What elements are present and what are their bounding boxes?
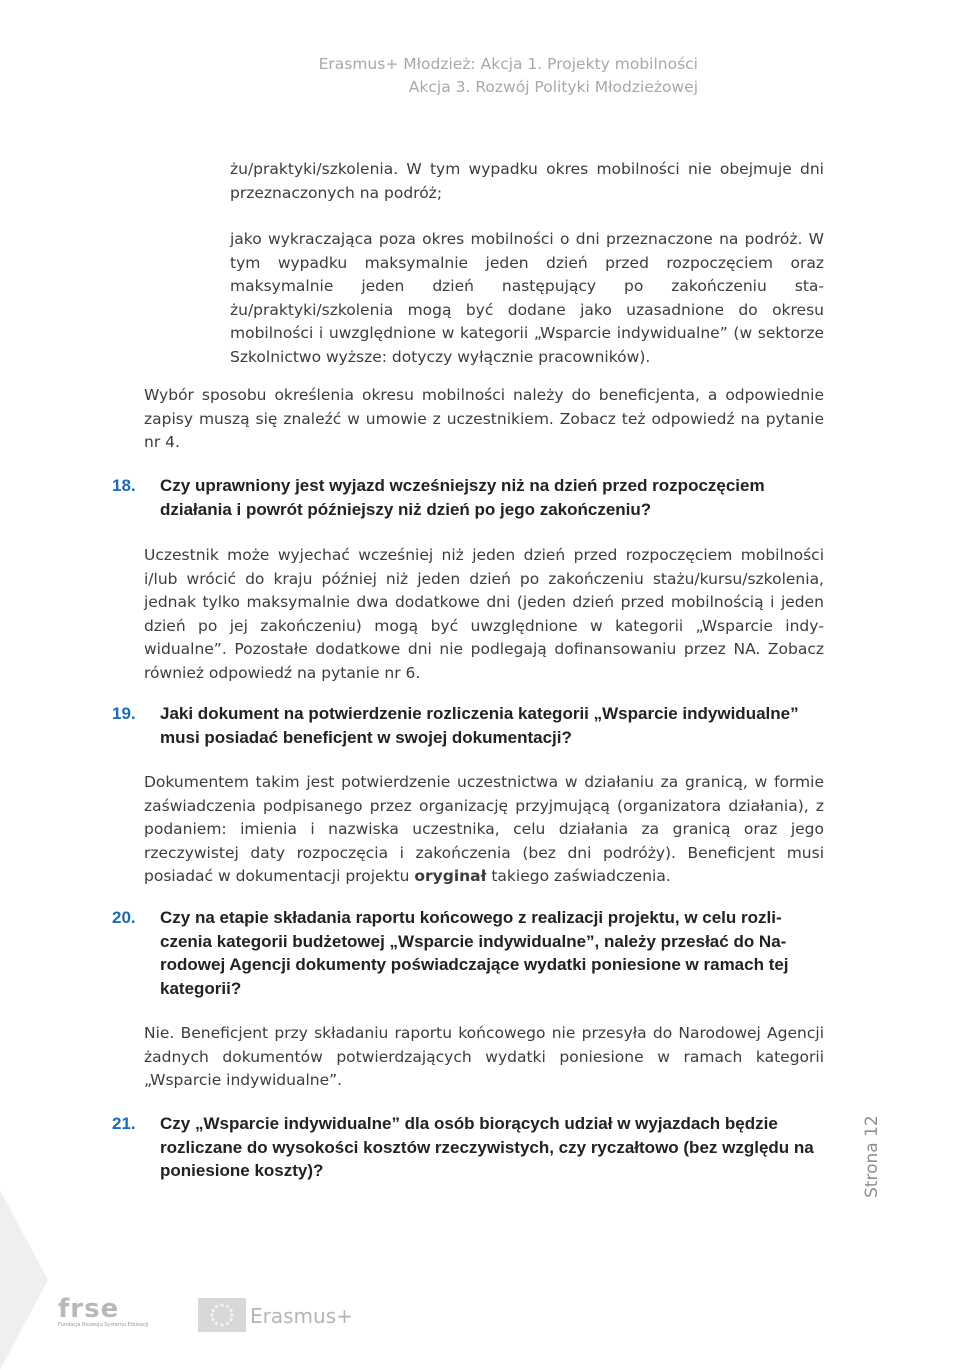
question-21 xyxy=(112,1112,824,1183)
erasmus-logo: Erasmus+ xyxy=(250,1304,353,1328)
question-number: 18. xyxy=(112,476,136,495)
frse-logo xyxy=(58,1294,152,1330)
paragraph-3: Wybór sposobu określenia okresu mobilności należy do beneficjenta, a odpowiednie zapisy muszą się znaleźć w umowie z uczestnikiem. Zobacz też odpowiedź na pytanie nr 4. xyxy=(144,386,824,451)
page-number: Strona 12 xyxy=(862,1115,882,1198)
side-decoration xyxy=(0,1190,48,1370)
frse-logo-text: frse xyxy=(58,1294,120,1324)
question-19 xyxy=(112,702,824,749)
answer-text: Dokumentem takim jest potwierdzenie uczestnictwa w działaniu za granicą, w formie zaświadczenia podpisanego przez organizację przyjmującą (organizatora działania), z podaniem: imienia i nazwiska uczestnika, celu działania za granicą oraz jego rzeczywistej daty rozpoczęcia i zakończenia (bez dni podróży). Beneficjent musi posiadać w dokumentacji projektu xyxy=(144,773,824,885)
answer-text-end: takiego zaświadczenia. xyxy=(486,867,671,885)
question-18 xyxy=(112,474,824,521)
header-line-2: Akcja 3. Rozwój Polityki Młodzieżowej xyxy=(408,78,698,96)
question-20 xyxy=(112,906,824,1000)
question-number: 20. xyxy=(112,908,136,927)
header-line-1: Erasmus+ Młodzież: Akcja 1. Projekty mobilności xyxy=(318,55,698,73)
answer-20: Nie. Beneficjent przy składaniu raportu końcowego nie przesyła do Narodowej Agencji żadnych dokumentów potwierdzających wydatki poniesione w ramach kategorii „Wsparcie indywidualne”. xyxy=(144,1024,824,1089)
answer-18: Uczestnik może wyjechać wcześniej niż jeden dzień przed rozpoczęciem mobilności i/lub wrócić do kraju później niż jeden dzień po zakończeniu stażu/kursu/szkolenia, jednak tylko maksymalnie dwa dodatkowe dni (jeden dzień przed mobilnością i jeden dzień po jej zakończeniu) mogą być uwzględnione w kategorii „Wsparcie indywidualne”. Pozostałe dodatkowe dni nie podlegają dofinansowaniu przez NA. Zobacz również odpowiedź na pytanie nr 6. xyxy=(144,546,824,682)
question-text: Czy na etapie składania raportu końcowego z realizacji projektu, w celu rozliczenia kategorii budżetowej „Wsparcie indywidualne”, należy przesłać do Narodowej Agencji dokumenty poświadczające wydatki poniesione w ramach tej kategorii? xyxy=(160,908,789,998)
answer-bold-text: oryginał xyxy=(414,867,487,885)
question-text: Czy uprawniony jest wyjazd wcześniejszy niż na dzień przed rozpoczęciem działania i powrót późniejszy niż dzień po jego zakończeniu? xyxy=(160,476,765,519)
question-text: Czy „Wsparcie indywidualne” dla osób biorących udział w wyjazdach będzie rozliczane do wysokości kosztów rzeczywistych, czy ryczałtowo (bez względu na poniesione koszty)? xyxy=(160,1114,814,1180)
frse-subtitle: Fundacja Rozwoju Systemu Edukacji xyxy=(58,1322,149,1328)
question-number: 21. xyxy=(112,1114,136,1133)
eu-flag-icon xyxy=(198,1298,246,1332)
paragraph-1: żu/praktyki/szkolenia. W tym wypadku okres mobilności nie obejmuje dni przeznaczonych na podróż; xyxy=(230,160,824,202)
paragraph-2: jako wykraczająca poza okres mobilności o dni przeznaczone na podróż. W tym wypadku maksymalnie jeden dzień przed rozpoczęciem oraz maksymalnie jeden dzień następujący po zakończeniu stażu/praktyki/szkolenia mogą być dodane jako uzasadnione do okresu mobilności i uwzględnione w kategorii „Wsparcie indywidualne” (w sektorze Szkolnictwo wyższe: dotyczy wyłącznie pracowników). xyxy=(230,230,824,366)
question-text: Jaki dokument na potwierdzenie rozliczenia kategorii „Wsparcie indywidualne” musi posiadać beneficjent w swojej dokumentacji? xyxy=(160,704,799,747)
answer-19 xyxy=(144,771,824,889)
page-header xyxy=(319,53,698,99)
question-number: 19. xyxy=(112,704,136,723)
